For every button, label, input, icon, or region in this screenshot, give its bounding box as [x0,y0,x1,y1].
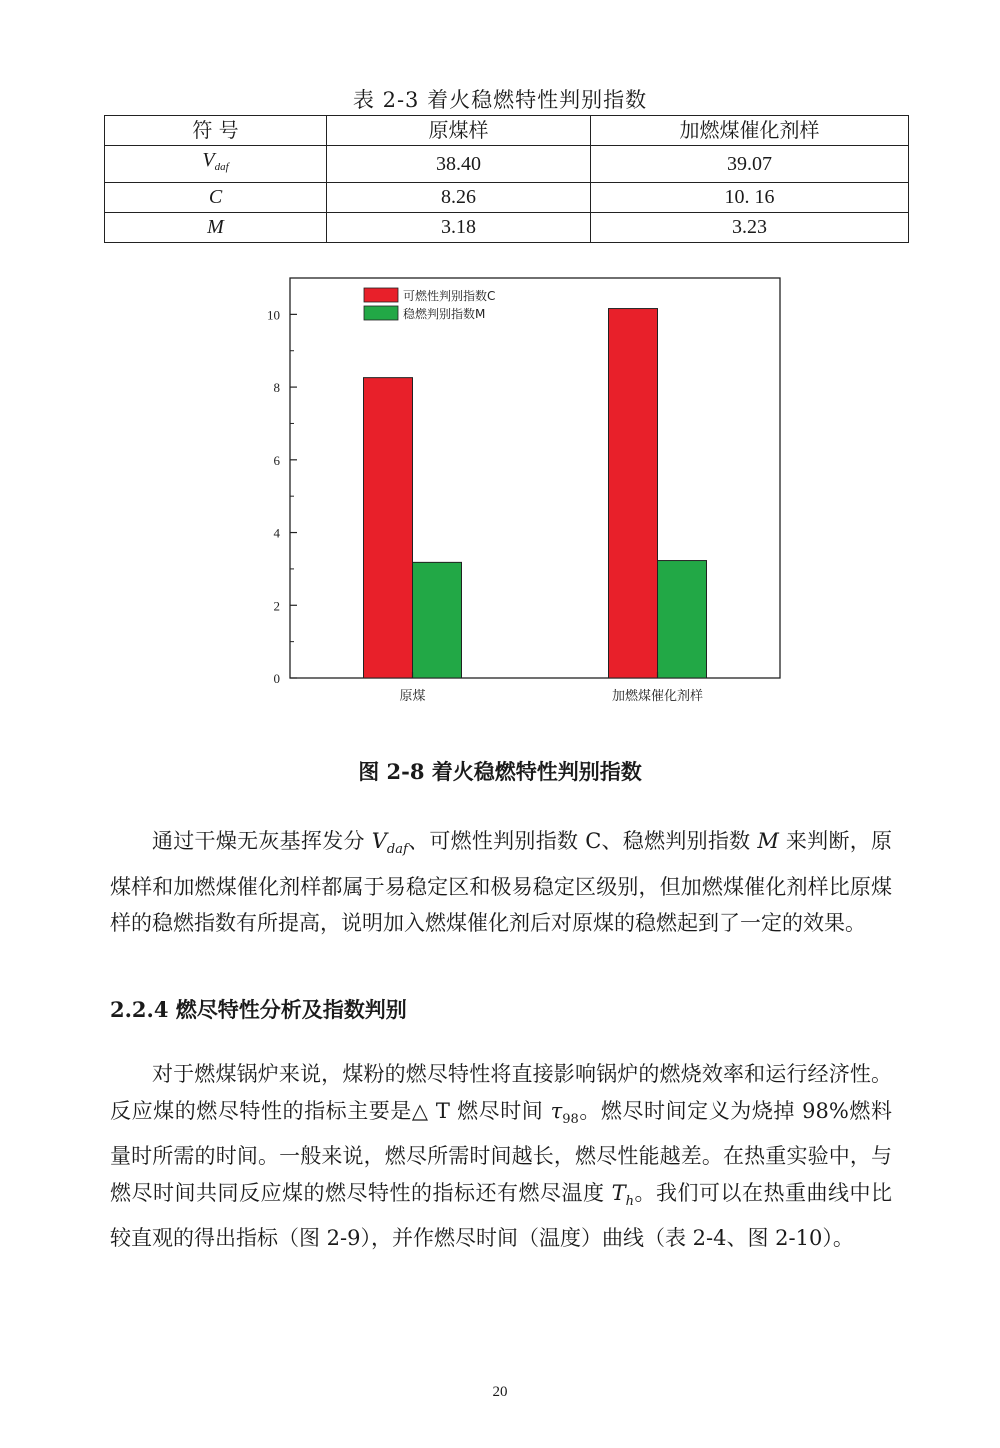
x-category-label: 加燃煤催化剂样 [611,689,704,704]
table-caption: 表 2-3 着火稳燃特性判别指数 [352,88,648,112]
bar [658,561,707,678]
y-tick-label: 8 [273,380,280,396]
legend-label: 稳燃判别指数M [403,307,486,321]
bar-chart [230,268,800,718]
legend-swatch [364,288,398,302]
symbol-text: M [207,216,224,238]
symbol-text: V [202,149,215,171]
symbol-tau-subscript: 98 [562,1111,579,1127]
table-cell-raw: 8.26 [327,183,591,213]
figure-caption: 图 2-8 着火稳燃特性判别指数 [358,759,642,784]
table-cell-symbol [105,146,327,183]
symbol-v-subscript: daf [386,842,408,858]
table-header-cell: 原煤样 [327,116,591,146]
symbol-th: T [611,1180,626,1205]
paragraph-1 [110,823,892,942]
symbol-text: C [208,186,223,208]
legend-swatch [364,306,398,320]
bar [609,309,658,678]
table-cell-catalyst: 39.07 [591,146,909,183]
y-tick-label: 0 [273,671,280,686]
table-cell-raw: 3.18 [327,213,591,243]
symbol-subscript: daf [214,161,229,173]
table-cell-symbol [105,183,327,213]
table-header-cell: 符 号 [105,116,327,146]
table-header-row [105,116,909,146]
table-cell-catalyst: 10. 16 [591,183,909,213]
text-run: 对于燃煤锅炉来说，煤粉的燃尽特性将直接影响锅炉的燃烧效率和运行经济性。反应煤的燃尽特性的指标主要是△ T 燃尽时间 [110,1062,892,1123]
table-cell-catalyst: 3.23 [591,213,909,243]
text-run: 。我们可以在热重曲线中比较直观的得出指标（图 2-9），并作燃尽时间（温度）曲线（表 2-4、图 2-10）。 [110,1180,892,1251]
text-run: 来判断，原煤样和加燃煤催化剂样都属于易稳定区和极易稳定区级别，但加燃煤催化剂样比原煤样的稳燃指数有所提高，说明加入燃煤催化剂后对原煤的稳燃起到了一定的效果。 [110,829,892,936]
text-run: 。燃尽时间定义为烧掉 98%燃料量时所需的时间。一般来说，燃尽所需时间越长，燃尽性能越差。在热重实验中，与燃尽时间共同反应煤的燃尽特性的指标还有燃尽温度 [110,1098,892,1205]
symbol-m: M [757,829,779,853]
text-run: 通过干燥无灰基挥发分 [152,829,372,853]
bar [413,562,462,678]
table-cell-raw: 38.40 [327,146,591,183]
y-tick-label: 10 [267,307,280,323]
page-number: 20 [492,1384,508,1400]
symbol-tau: τ [550,1098,563,1123]
bar [364,378,413,678]
table-cell-symbol [105,213,327,243]
section-heading: 2.2.4 燃尽特性分析及指数判别 [110,997,407,1022]
y-tick-label: 4 [273,525,280,541]
table-row [105,146,909,183]
symbol-v: V [371,829,387,853]
table-row [105,213,909,243]
y-tick-label: 2 [273,598,280,614]
x-category-label: 原煤 [399,689,426,704]
legend-label: 可燃性判别指数C [403,289,496,303]
symbol-th-subscript: h [625,1193,635,1209]
table-header-cell: 加燃煤催化剂样 [591,116,909,146]
text-run: 、可燃性判别指数 C、稳燃判别指数 [407,829,758,853]
y-tick-label: 6 [273,452,280,468]
table-row [105,183,909,213]
data-table [104,115,909,243]
paragraph-2 [110,1056,892,1257]
